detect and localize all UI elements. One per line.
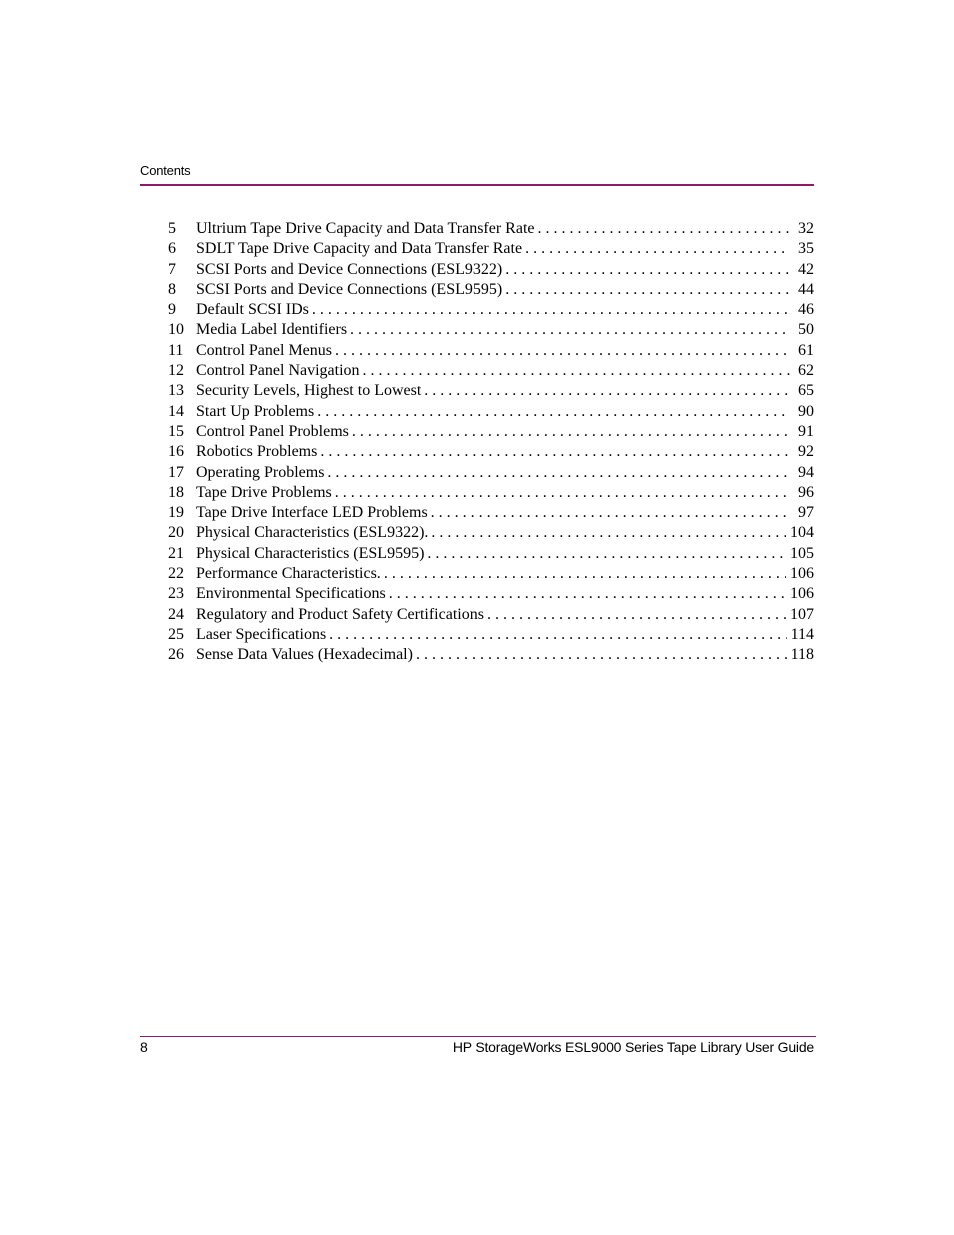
toc-entry-title[interactable]: SCSI Ports and Device Connections (ESL9322) bbox=[196, 260, 503, 278]
toc-entry-page[interactable]: 106 bbox=[790, 565, 814, 583]
toc-entry[interactable] bbox=[168, 645, 814, 665]
toc-entry-number: 26 bbox=[168, 646, 184, 664]
toc-entry-page[interactable]: 92 bbox=[798, 443, 814, 461]
running-header: Contents bbox=[140, 163, 191, 178]
toc-entry-page[interactable]: 105 bbox=[790, 544, 814, 562]
toc-entry[interactable] bbox=[168, 341, 814, 361]
toc-entry-page[interactable]: 107 bbox=[790, 605, 814, 623]
toc-dot-leader bbox=[329, 625, 786, 645]
toc-entry-title[interactable]: Regulatory and Product Safety Certifications bbox=[196, 605, 484, 623]
toc-entry-title[interactable]: Control Panel Problems bbox=[196, 422, 349, 440]
toc-entry[interactable] bbox=[168, 300, 814, 320]
toc-entry-title[interactable]: Control Panel Navigation bbox=[196, 362, 360, 380]
toc-entry[interactable] bbox=[168, 381, 814, 401]
toc-entry[interactable] bbox=[168, 544, 814, 564]
toc-dot-leader bbox=[335, 483, 790, 503]
toc-entry-title[interactable]: Laser Specifications bbox=[196, 625, 327, 643]
toc-entry-number: 12 bbox=[168, 362, 184, 380]
toc-entry-number: 8 bbox=[168, 280, 176, 298]
toc-dot-leader bbox=[525, 239, 790, 259]
toc-entry-page[interactable]: 96 bbox=[798, 483, 814, 501]
toc-entry-number: 16 bbox=[168, 443, 184, 461]
toc-entry[interactable] bbox=[168, 523, 814, 543]
toc-entry-number: 15 bbox=[168, 422, 184, 440]
toc-entry[interactable] bbox=[168, 442, 814, 462]
toc-dot-leader bbox=[431, 523, 786, 543]
toc-entry-number: 14 bbox=[168, 402, 184, 420]
toc-entry[interactable] bbox=[168, 219, 814, 239]
toc-entry-page[interactable]: 118 bbox=[790, 646, 814, 664]
toc-dot-leader bbox=[350, 320, 790, 340]
toc-dot-leader bbox=[538, 219, 791, 239]
toc-entry[interactable] bbox=[168, 422, 814, 442]
toc-entry-title[interactable]: Robotics Problems bbox=[196, 443, 318, 461]
toc-entry[interactable] bbox=[168, 564, 814, 584]
footer-rule bbox=[140, 1036, 816, 1037]
toc-dot-leader bbox=[312, 300, 790, 320]
toc-dot-leader bbox=[317, 402, 790, 422]
footer-page-number: 8 bbox=[140, 1039, 148, 1055]
toc-entry-title[interactable]: Default SCSI IDs bbox=[196, 301, 309, 319]
toc-entry-title[interactable]: Security Levels, Highest to Lowest bbox=[196, 382, 422, 400]
toc-dot-leader bbox=[335, 341, 790, 361]
toc-entry[interactable] bbox=[168, 605, 814, 625]
toc-entry-title[interactable]: Environmental Specifications bbox=[196, 585, 386, 603]
toc-entry-page[interactable]: 50 bbox=[798, 321, 814, 339]
toc-dot-leader bbox=[363, 361, 790, 381]
toc-entry-title[interactable]: Physical Characteristics (ESL9322). bbox=[196, 524, 429, 542]
toc-entry-number: 20 bbox=[168, 524, 184, 542]
footer-document-title: HP StorageWorks ESL9000 Series Tape Library User Guide bbox=[452, 1039, 814, 1055]
toc-entry-title[interactable]: Control Panel Menus bbox=[196, 341, 332, 359]
toc-entry-title[interactable]: Physical Characteristics (ESL9595) bbox=[196, 544, 425, 562]
toc-dot-leader bbox=[505, 260, 790, 280]
header-rule bbox=[140, 184, 814, 186]
toc-dot-leader bbox=[320, 442, 790, 462]
toc-entry-title[interactable]: SDLT Tape Drive Capacity and Data Transfer Rate bbox=[196, 240, 523, 258]
toc-entry-page[interactable]: 91 bbox=[798, 422, 814, 440]
toc-entry-page[interactable]: 46 bbox=[798, 301, 814, 319]
toc-entry-title[interactable]: Operating Problems bbox=[196, 463, 325, 481]
toc-entry-page[interactable]: 114 bbox=[790, 625, 814, 643]
toc-entry-number: 22 bbox=[168, 565, 184, 583]
toc-entry-page[interactable]: 61 bbox=[798, 341, 814, 359]
toc-dot-leader bbox=[389, 584, 786, 604]
toc-entry-title[interactable]: Tape Drive Interface LED Problems bbox=[196, 504, 428, 522]
toc-entry[interactable] bbox=[168, 584, 814, 604]
toc-entry-page[interactable]: 44 bbox=[798, 280, 814, 298]
toc-entry-title[interactable]: Tape Drive Problems bbox=[196, 483, 332, 501]
toc-entry-page[interactable]: 106 bbox=[790, 585, 814, 603]
toc-entry-number: 6 bbox=[168, 240, 176, 258]
toc-entry-page[interactable]: 90 bbox=[798, 402, 814, 420]
toc-entry[interactable] bbox=[168, 483, 814, 503]
toc-entry-title[interactable]: Performance Characteristics. bbox=[196, 565, 381, 583]
toc-entry[interactable] bbox=[168, 361, 814, 381]
toc-entry-page[interactable]: 97 bbox=[798, 504, 814, 522]
toc-entry-number: 23 bbox=[168, 585, 184, 603]
toc-dot-leader bbox=[505, 280, 790, 300]
toc-dot-leader bbox=[431, 503, 790, 523]
toc-entry-number: 13 bbox=[168, 382, 184, 400]
toc-dot-leader bbox=[424, 381, 790, 401]
toc-entry-page[interactable]: 62 bbox=[798, 362, 814, 380]
toc-entry[interactable] bbox=[168, 402, 814, 422]
toc-dot-leader bbox=[352, 422, 790, 442]
toc-entry[interactable] bbox=[168, 625, 814, 645]
toc-entry-number: 5 bbox=[168, 220, 176, 237]
toc-entry-title[interactable]: SCSI Ports and Device Connections (ESL9595) bbox=[196, 280, 503, 298]
toc-entry-number: 11 bbox=[168, 341, 184, 359]
toc-entry-number: 7 bbox=[168, 260, 176, 278]
toc-entry[interactable] bbox=[168, 463, 814, 483]
toc-entry-title[interactable]: Sense Data Values (Hexadecimal) bbox=[196, 646, 413, 664]
toc-entry-number: 9 bbox=[168, 301, 176, 319]
toc-entry-page[interactable]: 94 bbox=[798, 463, 814, 481]
toc-entry-title[interactable]: Media Label Identifiers bbox=[196, 321, 348, 339]
toc-entry-number: 10 bbox=[168, 321, 184, 339]
toc-entry-number: 19 bbox=[168, 504, 184, 522]
table-of-tables bbox=[168, 219, 814, 666]
toc-entry-page[interactable]: 65 bbox=[798, 382, 814, 400]
toc-entry[interactable] bbox=[168, 239, 814, 259]
toc-entry-title[interactable]: Ultrium Tape Drive Capacity and Data Transfer Rate bbox=[196, 220, 535, 237]
toc-entry-title[interactable]: Start Up Problems bbox=[196, 402, 315, 420]
toc-entry[interactable] bbox=[168, 280, 814, 300]
toc-entry-number: 18 bbox=[168, 483, 184, 501]
toc-entry[interactable] bbox=[168, 260, 814, 280]
toc-entry-page[interactable]: 104 bbox=[790, 524, 814, 542]
toc-entry-page[interactable]: 32 bbox=[798, 220, 814, 237]
toc-dot-leader bbox=[327, 463, 790, 483]
toc-entry-page[interactable]: 35 bbox=[798, 240, 814, 258]
toc-entry-number: 21 bbox=[168, 544, 184, 562]
toc-entry-number: 24 bbox=[168, 605, 184, 623]
toc-entry-page[interactable]: 42 bbox=[798, 260, 814, 278]
toc-dot-leader bbox=[427, 544, 786, 564]
toc-entry[interactable] bbox=[168, 320, 814, 340]
toc-entry[interactable] bbox=[168, 503, 814, 523]
toc-dot-leader bbox=[487, 605, 786, 625]
toc-entry-number: 17 bbox=[168, 463, 184, 481]
toc-dot-leader bbox=[416, 645, 787, 665]
toc-entry-number: 25 bbox=[168, 625, 184, 643]
toc-dot-leader bbox=[384, 564, 786, 584]
